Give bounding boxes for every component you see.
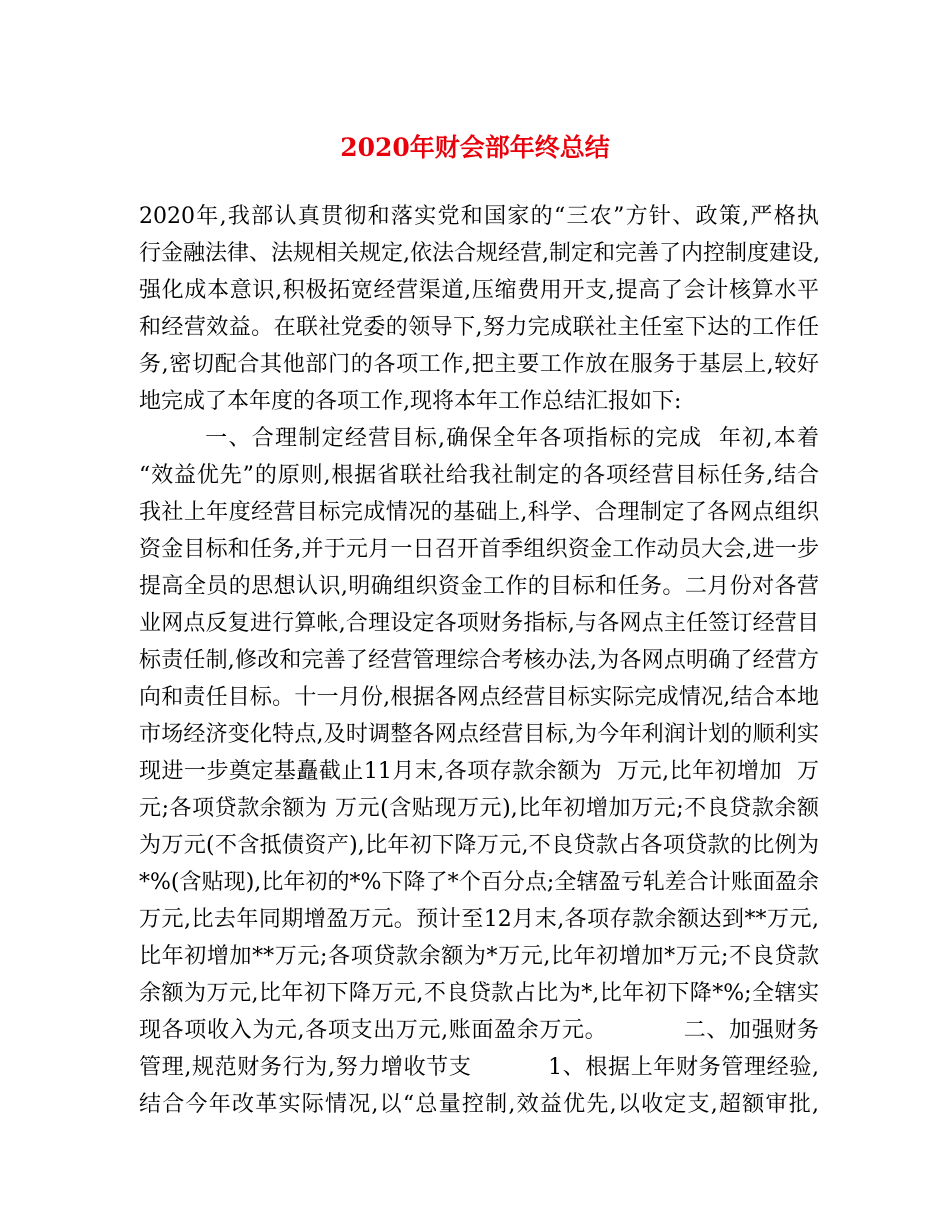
body-line: 结合今年改革实际情况,以“总量控制,效益优先,以收定支,超额审批, xyxy=(139,1092,819,1117)
body-line: 元;各项贷款余额为 万元(含贴现万元),比年初增加万元;不良贷款余额 xyxy=(139,796,819,821)
body-line: 万元,比去年同期增盈万元。预计至12月末,各项存款余额达到**万元, xyxy=(139,907,819,932)
body-line: 现各项收入为元,各项支出万元,账面盈余万元。 二、加强财务 xyxy=(139,1018,819,1043)
body-line: 标责任制,修改和完善了经营管理综合考核办法,为各网点明确了经营方 xyxy=(139,648,819,673)
body-line: 资金目标和任务,并于元月一日召开首季组织资金工作动员大会,进一步 xyxy=(139,537,819,562)
body-line: 地完成了本年度的各项工作,现将本年工作总结汇报如下: xyxy=(139,389,682,414)
body-line: 强化成本意识,积极拓宽经营渠道,压缩费用开支,提高了会计核算水平 xyxy=(139,278,819,303)
body-line: 行金融法律、法规相关规定,依法合规经营,制定和完善了内控制度建设, xyxy=(139,241,820,266)
body-line: 业网点反复进行算帐,合理设定各项财务指标,与各网点主任签订经营目 xyxy=(139,611,819,636)
body-line: 向和责任目标。十一月份,根据各网点经营目标实际完成情况,结合本地 xyxy=(139,685,819,710)
body-line: 比年初增加**万元;各项贷款余额为*万元,比年初增加*万元;不良贷款 xyxy=(139,944,819,969)
body-line: *%(含贴现),比年初的*%下降了*个百分点;全辖盈亏轧差合计账面盈余 xyxy=(139,870,819,895)
body-line: 管理,规范财务行为,努力增收节支 1、根据上年财务管理经验, xyxy=(139,1055,819,1080)
document-title: 2020年财会部年终总结 xyxy=(340,133,610,162)
body-line: 务,密切配合其他部门的各项工作,把主要工作放在服务于基层上,较好 xyxy=(139,352,819,377)
body-line: 和经营效益。在联社党委的领导下,努力完成联社主任室下达的工作任 xyxy=(139,315,819,340)
body-line: “效益优先”的原则,根据省联社给我社制定的各项经营目标任务,结合 xyxy=(139,463,819,488)
body-line: 现进一步奠定基矗截止11月末,各项存款余额为 万元,比年初增加 万 xyxy=(139,759,819,784)
body-line: 余额为万元,比年初下降万元,不良贷款占比为*,比年初下降*%;全辖实 xyxy=(139,981,819,1006)
body-line: 提高全员的思想认识,明确组织资金工作的目标和任务。二月份对各营 xyxy=(139,574,819,599)
body-line: 市场经济变化特点,及时调整各网点经营目标,为今年利润计划的顺利实 xyxy=(139,722,819,747)
body-line: 2020年,我部认真贯彻和落实党和国家的“三农”方针、政策,严格执 xyxy=(139,204,819,229)
body-line: 我社上年度经营目标完成情况的基础上,科学、合理制定了各网点组织 xyxy=(139,500,819,525)
body-line: 一、合理制定经营目标,确保全年各项指标的完成 年初,本着 xyxy=(139,426,819,451)
body-line: 为万元(不含抵债资产),比年初下降万元,不良贷款占各项贷款的比例为 xyxy=(139,833,819,858)
